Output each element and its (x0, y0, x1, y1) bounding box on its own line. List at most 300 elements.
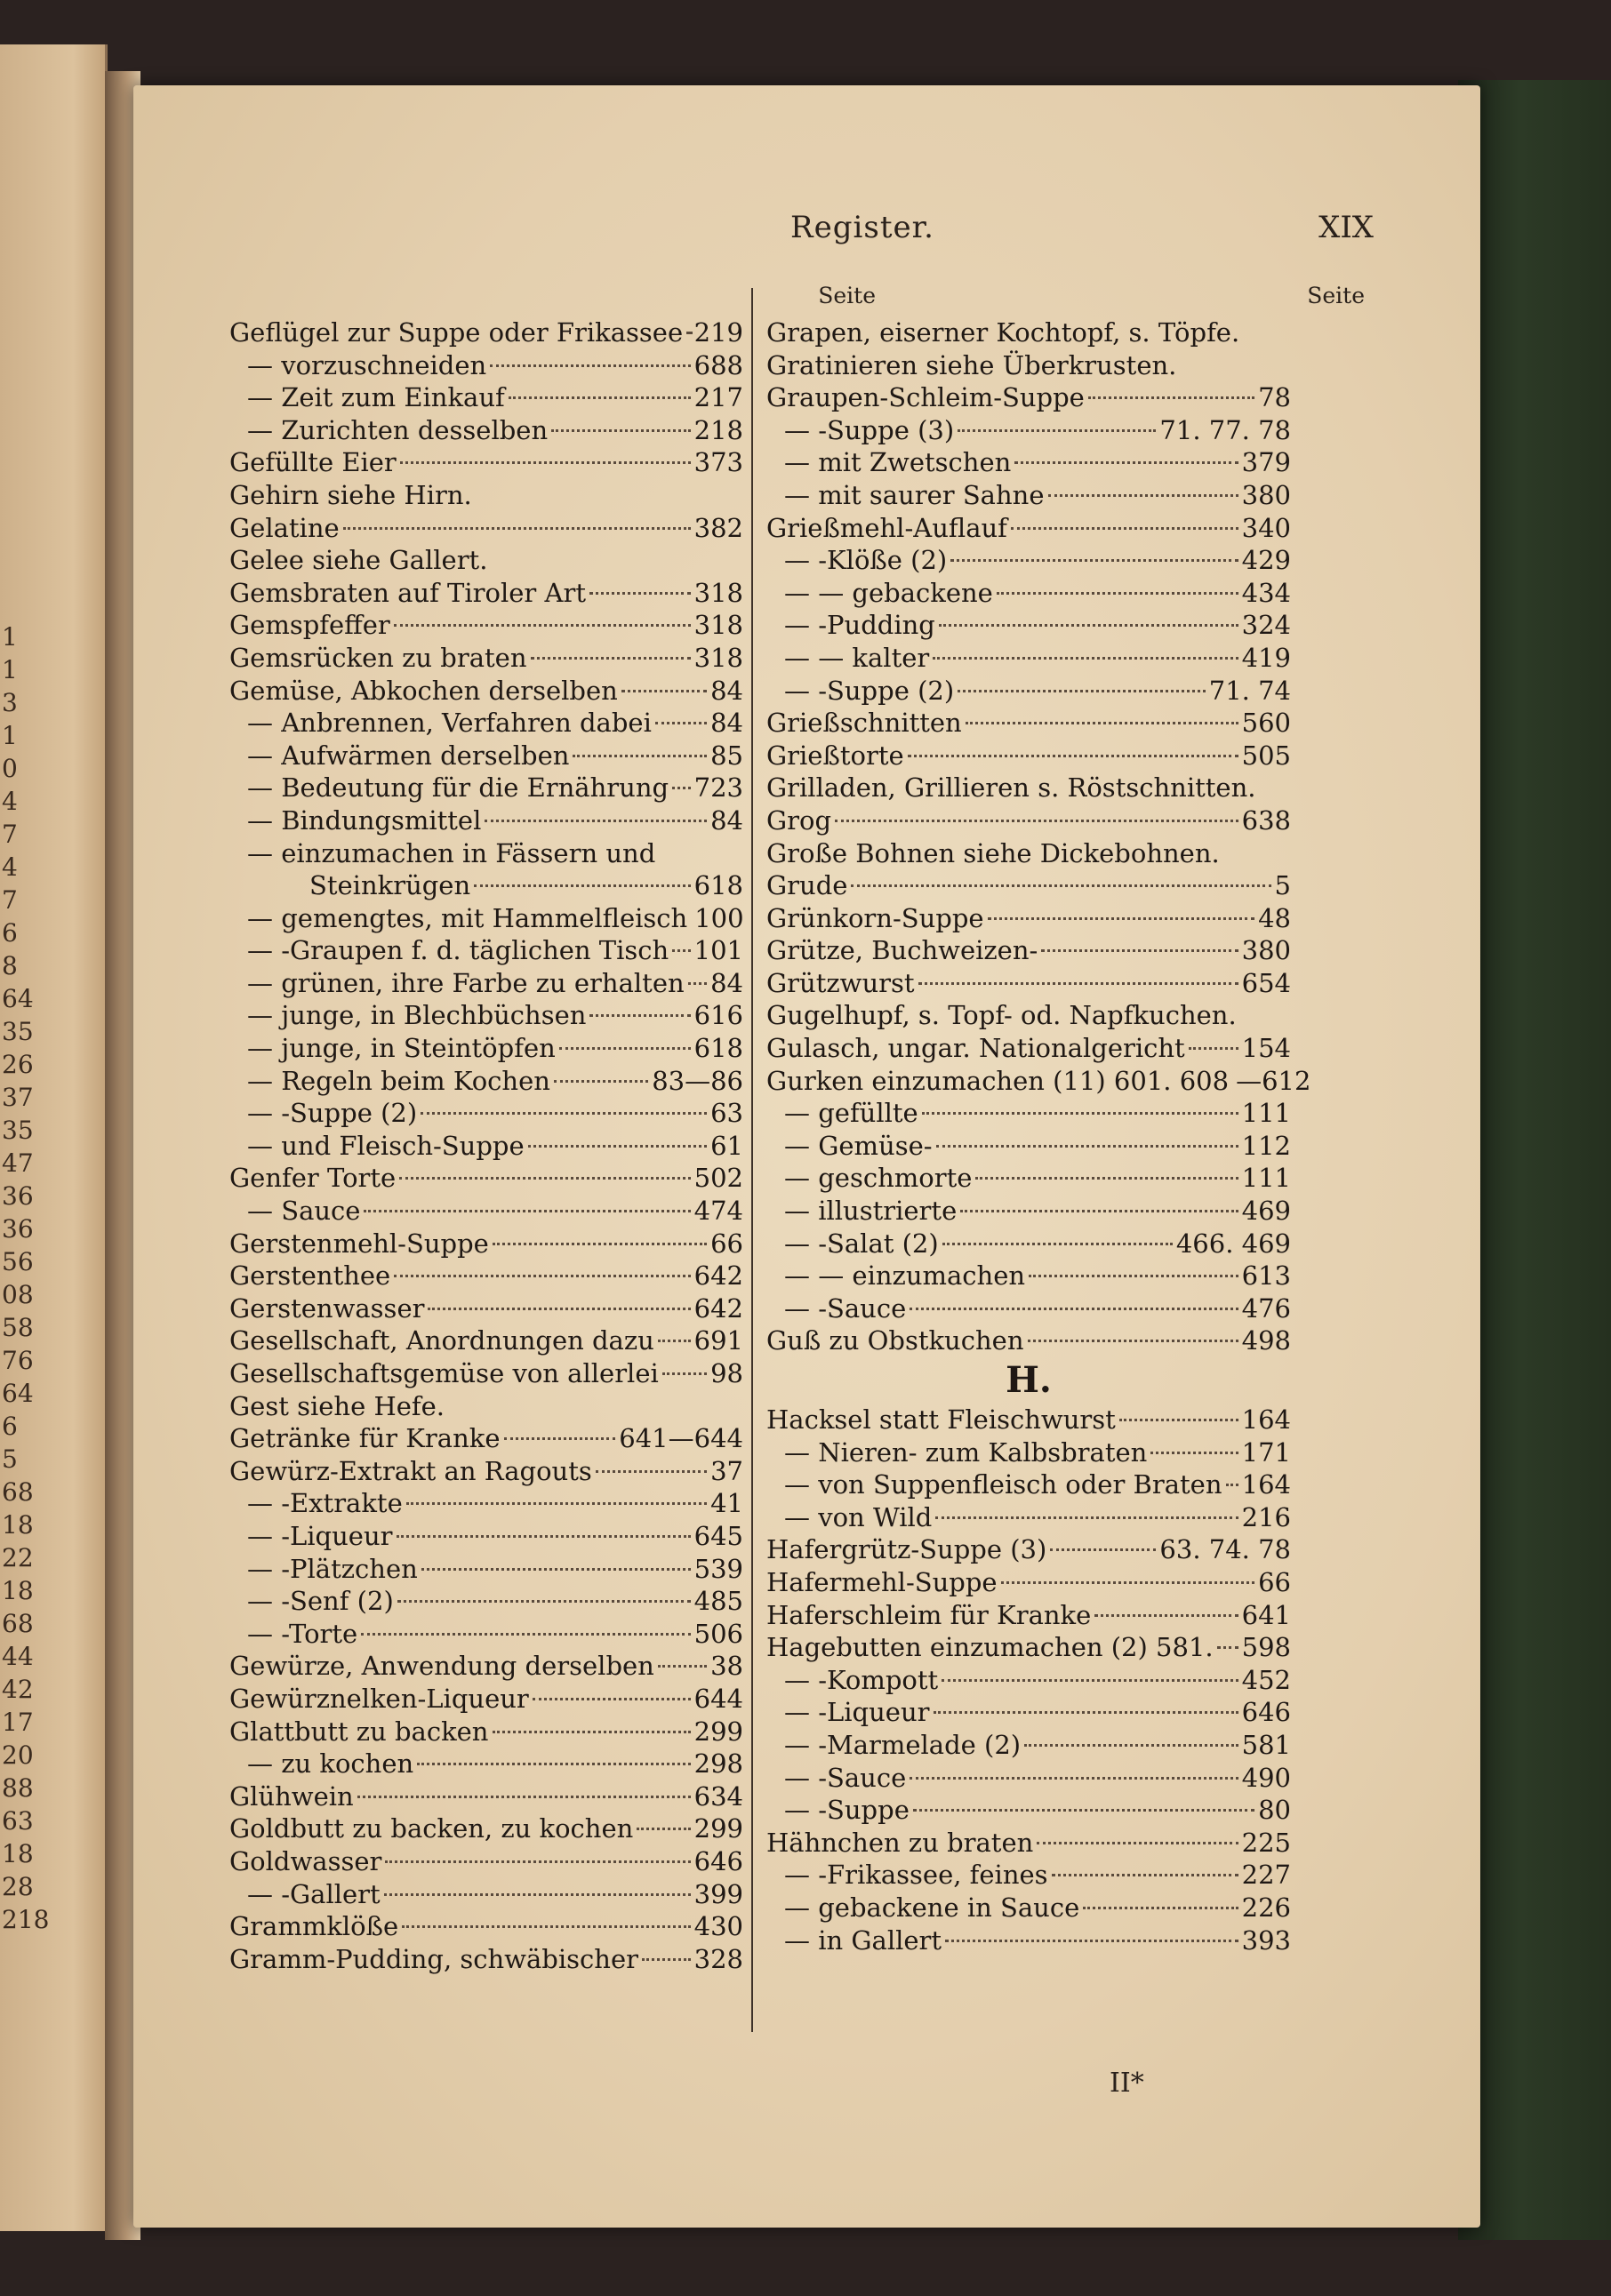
leader-dots (942, 1243, 1173, 1245)
index-entry (766, 869, 1291, 902)
index-entry-text: — mit saurer Sahne (784, 479, 1045, 510)
index-entry-page: 634 (693, 1780, 743, 1812)
index-entry-text: Gratinieren siehe Überkrusten. (766, 349, 1177, 380)
index-entry-page: 71. 77. 78 (1159, 414, 1291, 445)
index-entry-page: 539 (693, 1553, 743, 1584)
index-entry-page: 112 (1241, 1130, 1291, 1161)
index-entry-page: 219 (693, 317, 743, 348)
leader-dots (528, 1145, 707, 1148)
index-entry-page: 225 (1241, 1827, 1291, 1858)
index-entry-text: — -Frikassee, feines (784, 1860, 1048, 1891)
index-entry-text: Getränke für Kranke (229, 1423, 501, 1454)
index-entry (229, 349, 743, 382)
index-entry-text: Steinkrügen (309, 870, 471, 901)
leader-dots (402, 1925, 690, 1928)
leader-dots (554, 1080, 648, 1083)
leader-dots (1029, 1275, 1238, 1277)
index-entry-page: 318 (693, 642, 743, 673)
index-entry-page: 498 (1241, 1325, 1291, 1356)
index-entry (766, 804, 1291, 837)
leader-dots (637, 1828, 690, 1830)
index-entry-text: — Regeln beim Kochen (247, 1065, 550, 1096)
index-entry (766, 1827, 1291, 1860)
index-entry-text: — Aufwärmen derselben (247, 740, 570, 771)
previous-page-fragment: 37 (2, 1083, 34, 1112)
index-entry-page: 63. 74. 78 (1159, 1534, 1291, 1565)
index-entry (229, 414, 743, 447)
index-entry (229, 1455, 743, 1488)
index-entry-page: 298 (693, 1748, 743, 1780)
index-entry-text: Gefüllte Eier (229, 447, 397, 478)
leader-dots (658, 1665, 707, 1668)
leader-dots (1041, 949, 1238, 952)
leader-dots (474, 884, 690, 887)
index-entry-page: 598 (1241, 1632, 1291, 1663)
index-entry (766, 446, 1291, 479)
previous-page-fragment: 8 (2, 951, 18, 980)
leader-dots (1094, 1614, 1238, 1617)
index-entry-page: 380 (1241, 935, 1291, 966)
index-entry-text: — grünen, ihre Farbe zu erhalten (247, 967, 685, 998)
index-entry (229, 1943, 743, 1976)
index-entry-text: — -Klöße (2) (784, 545, 948, 576)
previous-page-fragment: 7 (2, 820, 18, 849)
previous-page-fragment: 28 (2, 1872, 34, 1901)
index-entry-text: Grog (766, 804, 832, 836)
leader-dots (935, 1516, 1238, 1519)
index-entry-text: Gerstenmehl-Suppe (229, 1228, 489, 1259)
index-entry (766, 1097, 1291, 1130)
index-entry-page: 430 (693, 1911, 743, 1942)
leader-dots (658, 1340, 691, 1342)
index-entry-text: — -Sauce (784, 1292, 907, 1324)
index-entry-text: Gemüse, Abkochen derselben (229, 675, 618, 706)
index-entry (766, 1664, 1291, 1697)
index-entry-text: Gulasch, ungar. Nationalgericht (766, 1033, 1185, 1064)
index-entry (229, 1845, 743, 1878)
index-entry (766, 1566, 1291, 1599)
index-entry-page: —612 (1236, 1065, 1311, 1096)
index-entry-text: — — gebackene (784, 577, 993, 608)
previous-page-fragment: 64 (2, 1379, 34, 1408)
leader-dots (672, 787, 691, 789)
index-entry-text: — Bindungsmittel (247, 804, 482, 836)
index-entry-text: — gemengtes, mit Hammelfleisch (247, 902, 688, 933)
index-entry-page: 48 (1258, 902, 1291, 933)
index-entry-text: — Anbrennen, Verfahren dabei (247, 708, 652, 739)
previous-page-fragment: 26 (2, 1050, 34, 1079)
index-entry-text: Hähnchen zu braten (766, 1827, 1034, 1858)
index-entry (229, 1520, 743, 1553)
index-entry (229, 707, 743, 740)
book-page (133, 85, 1480, 2228)
index-entry (766, 1436, 1291, 1469)
leader-dots (922, 1112, 1238, 1115)
index-entry-text: Glühwein (229, 1780, 354, 1812)
index-entry-text: — einzumachen in Fässern und (247, 837, 656, 868)
leader-dots (936, 1145, 1238, 1148)
previous-page-fragment: 7 (2, 885, 18, 915)
index-entry-text: — Nieren- zum Kalbsbraten (784, 1436, 1148, 1468)
index-entry-text: — zu kochen (247, 1748, 414, 1780)
leader-dots (397, 1600, 691, 1603)
index-entry (766, 1162, 1291, 1195)
index-entry-text: Grützwurst (766, 967, 915, 998)
index-entry (229, 512, 743, 545)
leader-dots (621, 690, 707, 692)
index-entry-page: 505 (1241, 740, 1291, 771)
leader-dots (493, 1243, 707, 1245)
index-entry-text: Grießmehl-Auflauf (766, 512, 1007, 543)
index-entry-page: 318 (693, 610, 743, 641)
index-entry-text: Geflügel zur Suppe oder Frikassee (229, 317, 684, 348)
previous-page-fragment: 1 (2, 721, 18, 750)
index-entry-page: 324 (1241, 610, 1291, 641)
index-entry-page: 318 (693, 577, 743, 608)
index-entry-text: — junge, in Blechbüchsen (247, 1000, 587, 1031)
column-divider (751, 288, 753, 2032)
index-entry-text: Gemspfeffer (229, 610, 390, 641)
leader-dots (1024, 1744, 1238, 1747)
leader-dots (939, 624, 1238, 627)
index-entry (229, 772, 743, 804)
index-entry-page: 85 (710, 740, 743, 771)
index-entry (766, 999, 1291, 1032)
index-entry-text: — Bedeutung für die Ernährung (247, 772, 669, 804)
index-entry-text: Hafermehl-Suppe (766, 1566, 998, 1597)
index-entry-page: 641—644 (619, 1423, 743, 1454)
index-entry-text: — von Suppenfleisch oder Braten (784, 1469, 1222, 1500)
index-entry (766, 1533, 1291, 1566)
previous-page-fragment: 47 (2, 1148, 34, 1178)
leader-dots (573, 755, 707, 757)
index-entry-text: — junge, in Steintöpfen (247, 1033, 556, 1064)
page-number: XIX (1318, 210, 1374, 245)
leader-dots (1226, 1484, 1238, 1486)
index-entry-page: 37 (710, 1455, 743, 1486)
index-entry (229, 609, 743, 642)
index-entry (766, 349, 1291, 382)
leader-dots (1014, 461, 1238, 464)
index-entry-text: Hagebutten einzumachen (2) 581. (766, 1632, 1214, 1663)
previous-page-fragment: 18 (2, 1510, 34, 1540)
index-entry (229, 740, 743, 772)
index-entry-page: 419 (1241, 642, 1291, 673)
leader-dots (596, 1470, 707, 1473)
leader-dots (421, 1568, 691, 1571)
index-entry (766, 1762, 1291, 1795)
leader-dots (851, 884, 1270, 887)
index-entry (229, 316, 743, 349)
leader-dots (950, 559, 1238, 562)
index-entry-page: 217 (693, 382, 743, 413)
index-entry-text: Grünkorn-Suppe (766, 902, 984, 933)
index-entry (766, 1794, 1291, 1827)
index-entry (766, 967, 1291, 1000)
index-entry-page: 98 (710, 1358, 743, 1388)
index-entry-page: 469 (1241, 1196, 1291, 1227)
index-entry-page: 227 (1241, 1860, 1291, 1891)
previous-page-fragment: 0 (2, 754, 18, 783)
previous-page-fragment: 1 (2, 622, 18, 652)
index-entry-page: 63 (710, 1098, 743, 1129)
index-entry (766, 1260, 1291, 1292)
index-entry-page: 84 (710, 967, 743, 998)
index-entry-page: 5 (1274, 870, 1291, 901)
index-entry (766, 1032, 1291, 1065)
index-entry-page: 61 (710, 1130, 743, 1161)
leader-dots (428, 1308, 690, 1310)
index-entry-text: — mit Zwetschen (784, 447, 1012, 478)
index-entry (229, 544, 743, 577)
previous-page-fragment: 18 (2, 1576, 34, 1605)
index-entry-page: 485 (693, 1586, 743, 1617)
index-entry (766, 414, 1291, 447)
index-entry-text: Gerstenwasser (229, 1292, 425, 1324)
index-entry-text: — gefüllte (784, 1098, 918, 1129)
index-entry-text: — und Fleisch-Suppe (247, 1130, 525, 1161)
index-entry-page: 399 (693, 1878, 743, 1909)
index-entry-page: 80 (1258, 1795, 1291, 1826)
index-entry-page: 84 (710, 675, 743, 706)
previous-page-fragment: 08 (2, 1280, 34, 1309)
index-entry-page: 429 (1241, 545, 1291, 576)
index-entry (229, 1324, 743, 1357)
leader-dots (688, 982, 707, 985)
index-entry-text: — gebackene in Sauce (784, 1892, 1080, 1923)
index-entry-text: Große Bohnen siehe Dickebohnen. (766, 837, 1220, 868)
leader-dots (357, 1796, 691, 1798)
index-entry-page: 154 (1241, 1033, 1291, 1064)
leader-dots (589, 592, 691, 595)
index-entry-text: — von Wild (784, 1501, 933, 1532)
index-entry-page: 466. 469 (1175, 1228, 1291, 1259)
index-entry-page: 66 (1258, 1566, 1291, 1597)
leader-dots (958, 690, 1206, 692)
leader-dots (1189, 1047, 1238, 1050)
leader-dots (918, 982, 1238, 985)
index-entry-page: 581 (1241, 1729, 1291, 1760)
index-entry (766, 837, 1291, 870)
index-entry-text: Gehirn siehe Hirn. (229, 479, 472, 510)
index-entry (766, 1924, 1291, 1957)
index-entry-text: — — kalter (784, 642, 930, 673)
index-entry-text: Gemsrücken zu braten (229, 642, 527, 673)
previous-page-fragment: 4 (2, 852, 18, 882)
index-entry-page: 299 (693, 1813, 743, 1844)
index-entry (766, 1892, 1291, 1924)
index-entry (229, 446, 743, 479)
leader-dots (509, 396, 691, 399)
index-entry (229, 804, 743, 837)
index-entry (229, 1292, 743, 1325)
index-entry-page: 382 (693, 512, 743, 543)
index-entry (766, 1631, 1291, 1664)
previous-page-fragment: 88 (2, 1773, 34, 1803)
index-entry-page: 646 (1241, 1697, 1291, 1728)
leader-dots (1052, 1874, 1238, 1876)
index-entry (766, 512, 1291, 545)
index-entry (766, 1696, 1291, 1729)
index-entry-page: 434 (1241, 577, 1291, 608)
leader-dots (1150, 1452, 1238, 1454)
leader-dots (942, 1679, 1238, 1682)
index-entry-text: Guß zu Obstkuchen (766, 1325, 1024, 1356)
index-entry (766, 1292, 1291, 1325)
index-entry (766, 740, 1291, 772)
index-entry (766, 934, 1291, 967)
leader-dots (1088, 396, 1254, 399)
previous-page-fragment: 17 (2, 1708, 34, 1737)
leader-dots (960, 1210, 1238, 1212)
index-entry (229, 837, 743, 870)
index-entry-page: 340 (1241, 512, 1291, 543)
index-entry-page: 638 (1241, 804, 1291, 836)
index-entry (229, 1032, 743, 1065)
index-entry-page: 83—86 (652, 1065, 743, 1096)
leader-dots (958, 429, 1156, 432)
index-entry (229, 1553, 743, 1586)
index-entry-text: — -Suppe (784, 1795, 910, 1826)
index-entry-text: Gesellschaft, Anordnungen dazu (229, 1325, 654, 1356)
index-entry (229, 1487, 743, 1520)
index-entry-text: — geschmorte (784, 1163, 973, 1194)
index-entry (229, 1097, 743, 1130)
index-entry-page: 618 (693, 1033, 743, 1064)
index-entry (229, 577, 743, 610)
leader-dots (1050, 1548, 1156, 1551)
previous-page-fragment: 5 (2, 1444, 18, 1474)
index-entry-page: 66 (710, 1228, 743, 1259)
index-entry (229, 1065, 743, 1098)
index-entry-text: Gelee siehe Gallert. (229, 545, 488, 576)
index-entry (766, 479, 1291, 512)
previous-page-fragment: 35 (2, 1116, 34, 1145)
index-entry (766, 1404, 1291, 1436)
leader-dots (945, 1940, 1238, 1942)
previous-page-fragment: 22 (2, 1543, 34, 1572)
index-entry-text: — -Marmelade (2) (784, 1729, 1022, 1760)
index-entry-text: — -Sauce (784, 1762, 907, 1793)
previous-page-fragment: 18 (2, 1839, 34, 1868)
leader-dots (559, 1047, 691, 1050)
index-entry-page: 644 (693, 1683, 743, 1714)
leader-dots (1083, 1907, 1238, 1909)
index-entry-page: 380 (1241, 479, 1291, 510)
leader-dots (1011, 527, 1238, 530)
index-entry-page: 646 (693, 1845, 743, 1876)
index-entry-page: 379 (1241, 447, 1291, 478)
index-entry (766, 1324, 1291, 1357)
previous-page-fragment: 76 (2, 1346, 34, 1375)
index-entry-page: 474 (693, 1196, 743, 1227)
index-entry-text: Grütze, Buchweizen- (766, 935, 1038, 966)
index-entry (229, 1260, 743, 1292)
index-entry-text: Goldwasser (229, 1845, 382, 1876)
index-entry-text: — Zeit zum Einkauf (247, 382, 505, 413)
index-entry (766, 544, 1291, 577)
leader-dots (1001, 1581, 1255, 1584)
leader-dots (417, 1763, 690, 1765)
left-column-heading: Seite (818, 283, 876, 308)
index-entry-page: 476 (1241, 1292, 1291, 1324)
index-entry-text: Gugelhupf, s. Topf- od. Napfkuchen. (766, 1000, 1237, 1031)
index-entry (229, 1130, 743, 1163)
index-entry-page: 688 (693, 349, 743, 380)
leader-dots (1028, 1340, 1238, 1342)
previous-page-fragment: 58 (2, 1313, 34, 1342)
leader-dots (975, 1177, 1238, 1180)
signature-mark: II* (1110, 2068, 1144, 2099)
index-entry-text: Gewürz-Extrakt an Ragouts (229, 1455, 592, 1486)
index-entry-page: 642 (693, 1292, 743, 1324)
index-entry-page: 328 (693, 1943, 743, 1974)
index-entry (766, 1228, 1291, 1260)
index-entry (766, 1468, 1291, 1501)
previous-page-fragment: 1 (2, 655, 18, 684)
leader-dots (394, 1275, 690, 1277)
previous-page-fragment: 36 (2, 1214, 34, 1244)
index-entry-page: 226 (1241, 1892, 1291, 1923)
index-entry-text: Haferschleim für Kranke (766, 1599, 1092, 1630)
leader-dots (910, 1308, 1238, 1310)
index-entry-text: — Gemüse- (784, 1130, 933, 1161)
index-entry-page: 216 (1241, 1501, 1291, 1532)
leader-dots (655, 722, 707, 724)
leader-dots (493, 1731, 691, 1733)
index-entry (229, 1228, 743, 1260)
index-entry-text: Grießschnitten (766, 708, 962, 739)
index-entry (229, 1812, 743, 1845)
index-entry-text: Gemsbraten auf Tiroler Art (229, 577, 586, 608)
leader-dots (686, 332, 691, 334)
leader-dots (1119, 1419, 1238, 1421)
index-entry (229, 869, 743, 902)
leader-dots (533, 1698, 691, 1700)
index-entry-text: — -Liqueur (247, 1520, 393, 1551)
previous-page-fragment: 4 (2, 787, 18, 816)
index-entry-text: — -Pudding (784, 610, 935, 641)
right-column-heading: Seite (1307, 283, 1365, 308)
index-entry (229, 1422, 743, 1455)
leader-dots (399, 1177, 690, 1180)
leader-dots (910, 1777, 1238, 1780)
book-cover (1458, 80, 1611, 2240)
index-entry-text: Grilladen, Grillieren s. Röstschnitten. (766, 772, 1256, 804)
previous-page-fragment: 44 (2, 1642, 34, 1671)
leader-dots (406, 1502, 707, 1505)
previous-page-fragment: 63 (2, 1806, 34, 1836)
index-entry-page: 616 (693, 1000, 743, 1031)
index-entry-page: 691 (693, 1325, 743, 1356)
index-entry (229, 902, 743, 935)
leader-dots (933, 657, 1238, 660)
index-entry-page: 111 (1241, 1163, 1291, 1194)
index-entry-text: Gramm-Pudding, schwäbischer (229, 1943, 638, 1974)
index-entry (766, 902, 1291, 935)
previous-page-fragment: 35 (2, 1017, 34, 1046)
right-index-column (766, 316, 1311, 1956)
leader-dots (934, 1711, 1238, 1714)
index-entry-text: Gewürznelken-Liqueur (229, 1683, 529, 1714)
index-entry-text: Gewürze, Anwendung derselben (229, 1651, 654, 1682)
index-entry (229, 675, 743, 708)
index-entry-page: 164 (1241, 1404, 1291, 1435)
previous-page-fragment: 218 (2, 1905, 50, 1934)
leader-dots (394, 624, 691, 627)
leader-dots (551, 429, 690, 432)
index-entry-text: Gest siehe Hefe. (229, 1390, 445, 1421)
